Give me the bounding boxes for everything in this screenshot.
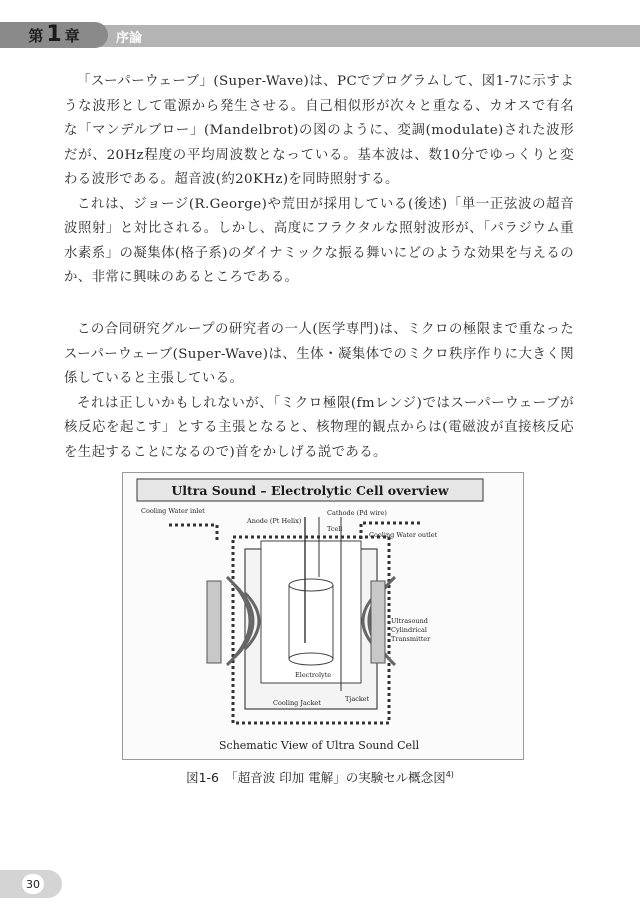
page-number-badge [0, 870, 62, 898]
label-tcell: Tcell [327, 525, 343, 533]
figure-subtitle: Schematic View of Ultra Sound Cell [219, 739, 420, 752]
section-title: 序論 [116, 31, 143, 46]
paragraph-3: この合同研究グループの研究者の一人(医学専門)は、ミクロの極限まで重なったスーパーウェーブ(Super-Wave)は、生体・凝集体でのミクロ秩序作りに大きく関係していると主張している。 [64, 322, 574, 386]
chapter-suffix: 章 [64, 26, 80, 45]
paragraph-2: これは、ジョージ(R.George)や荒田が採用している(後述)「単一正弦波の超音波照射」と対比される。しかし、高度にフラクタルな照射波形が、「パラジウム重水素系」の凝集体(格子系)のダイナミックな振る舞いにどのような効果を与えるのか、非常に興味のあるところである。 [64, 196, 574, 285]
label-cathode: Cathode (Pd wire) [327, 509, 387, 517]
figure-title: Ultra Sound – Electrolytic Cell overview [171, 483, 449, 498]
chapter-tab [0, 22, 108, 48]
inlet-pipe [169, 525, 217, 541]
chapter-prefix: 第 [28, 26, 44, 45]
page-number: 30 [22, 874, 44, 894]
label-ultrasound-2: Cylindrical [391, 626, 427, 634]
inner-cell [261, 541, 361, 683]
caption-reference: 4) [445, 769, 454, 779]
header-bar [92, 25, 640, 47]
body-text-bottom [64, 318, 574, 465]
chapter-number: 1 [46, 22, 62, 47]
label-cooling-inlet: Cooling Water inlet [141, 507, 205, 515]
transmitter-left [207, 581, 221, 663]
figure-ultrasound-cell [122, 472, 524, 760]
label-anode: Anode (Pt Helix) [247, 517, 302, 525]
paragraph-1: 「スーパーウェーブ」(Super-Wave)は、PCでプログラムして、図1-7に示すような波形として電源から発生させる。自己相似形が次々と重なる、カオスで有名な「マンデルブロー」(Mandelbrot)の図のように、変調(modulate)された波形だが、20Hz程度の平均周波数となっている。基本波は、数10分でゆっくりと変わる波形である。超音波(約20KHz)を同時照射する。 [64, 74, 574, 187]
transmitter-right [371, 581, 385, 663]
caption-text: 図1-6 「超音波 印加 電解」の実験セル概念図 [186, 770, 446, 785]
figure-caption [0, 768, 640, 786]
cell-diagram [123, 473, 523, 759]
label-cooling-jacket: Cooling Jacket [273, 699, 321, 707]
label-tjacket: Tjacket [345, 695, 370, 703]
label-electrolyte: Electrolyte [295, 671, 332, 679]
chapter-header [0, 22, 640, 48]
label-ultrasound-1: Ultrasound [391, 617, 428, 625]
paragraph-4: それは正しいかもしれないが、「ミクロ極限(fmレンジ)ではスーパーウェーブが核反応を起こす」とする主張となると、核物理的観点からは(電磁波が直接核反応を生起することになるので)首をかしげる説である。 [64, 395, 574, 460]
body-text-top [64, 70, 574, 291]
label-cooling-outlet: Cooling Water outlet [369, 531, 438, 539]
label-ultrasound-3: Transmitter [391, 635, 431, 643]
